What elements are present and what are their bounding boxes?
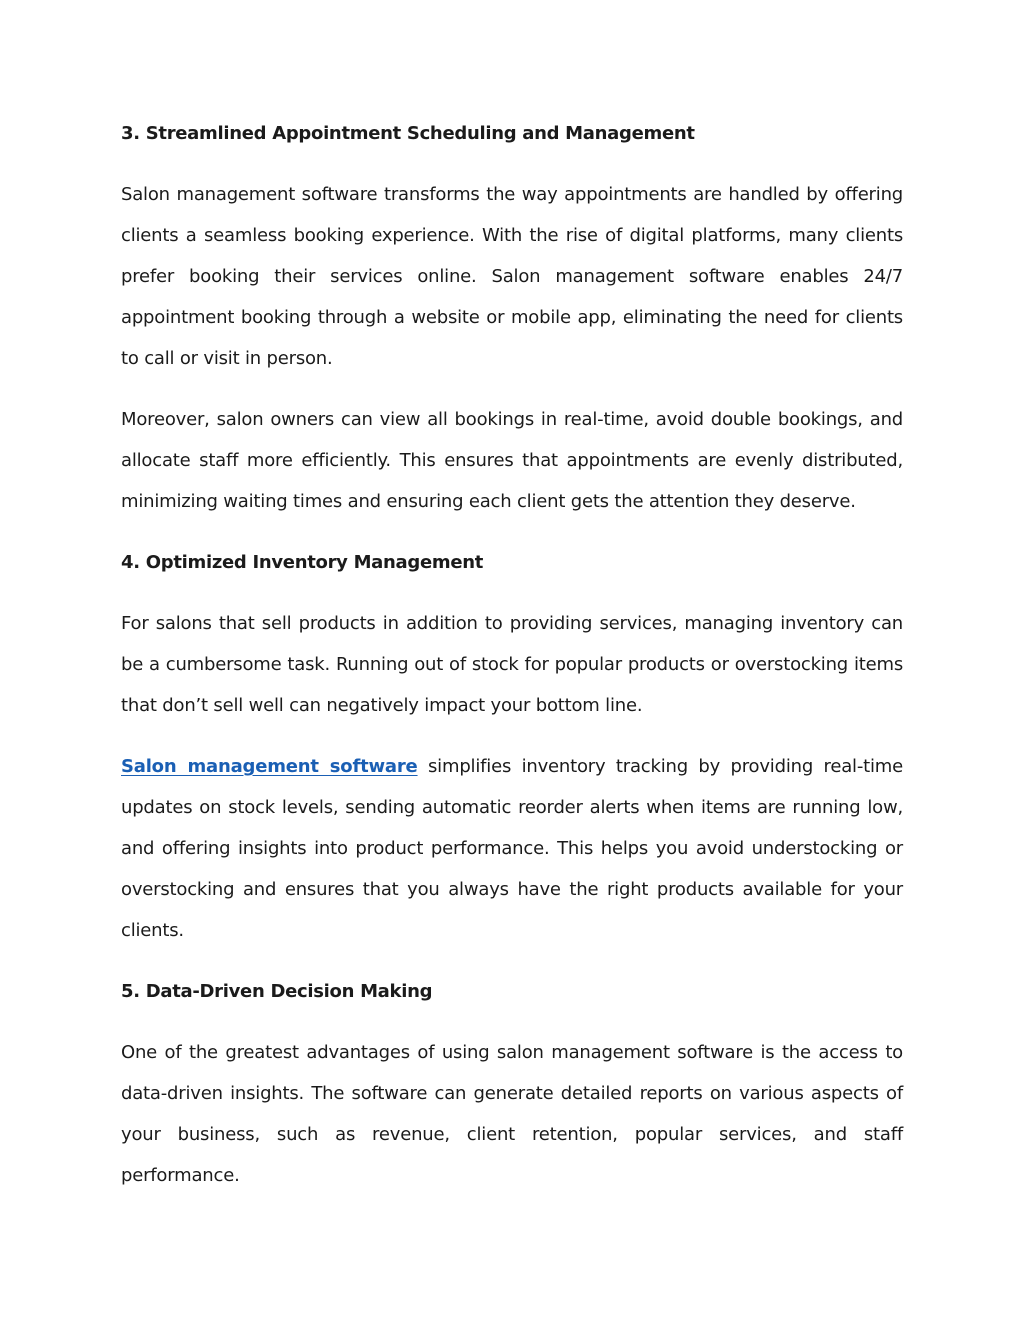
- section-heading-appointment-scheduling: 3. Streamlined Appointment Scheduling and Management: [121, 123, 695, 144]
- section-heading-data-driven: 5. Data-Driven Decision Making: [121, 981, 433, 1002]
- paragraph-inventory-tracking: [121, 746, 903, 951]
- paragraph-real-time-bookings: Moreover, salon owners can view all bookings in real-time, avoid double bookings, and allocate staff more efficiently. This ensures that appointments are evenly distributed, minimizing waiting times and ensuring each client gets the attention they deserve.: [121, 409, 903, 512]
- paragraph-appointment-booking: Salon management software transforms the way appointments are handled by offering clients a seamless booking experience. With the rise of digital platforms, many clients prefer booking their services online. Salon management software enables 24/7 appointment booking through a website or mobile app, eliminating the need for clients to call or visit in person.: [121, 184, 903, 369]
- paragraph-data-insights: One of the greatest advantages of using salon management software is the access to data-driven insights. The software can generate detailed reports on various aspects of your business, such as revenue, client retention, popular services, and staff performance.: [121, 1042, 903, 1186]
- salon-management-software-link[interactable]: Salon management software: [121, 756, 418, 777]
- section-heading-inventory-management: 4. Optimized Inventory Management: [121, 552, 484, 573]
- paragraph-inventory-challenge: For salons that sell products in addition to providing services, managing inventory can be a cumbersome task. Running out of stock for popular products or overstocking items that don’t sell well can negatively impact your bottom line.: [121, 613, 903, 716]
- paragraph-inventory-tracking-text: simplifies inventory tracking by providing real-time updates on stock levels, sending automatic reorder alerts when items are running low, and offering insights into product performance. This helps you avoid understocking or overstocking and ensures that you always have the right products available for your clients.: [121, 756, 903, 941]
- document-page: [121, 113, 903, 1196]
